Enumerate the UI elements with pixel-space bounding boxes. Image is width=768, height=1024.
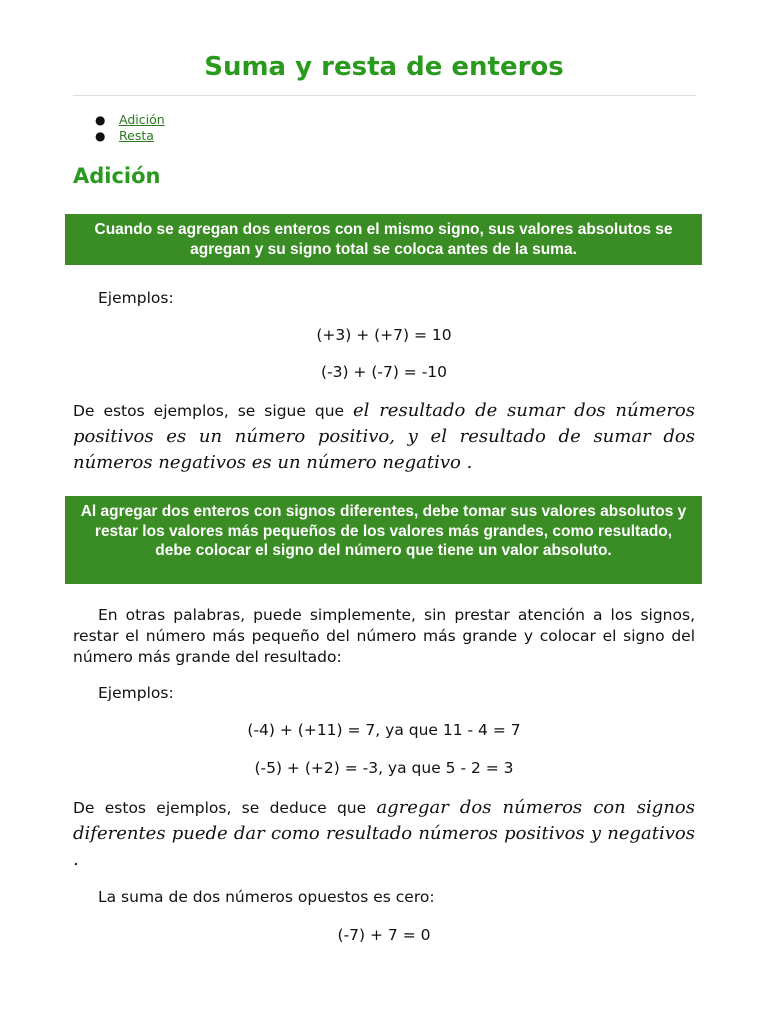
explanation-paragraph: En otras palabras, puede simplemente, sin prestar atención a los signos, restar el número más pequeño del número más grande y colocar el signo del número más grande del resultado: <box>73 606 695 666</box>
example-equation: (-3) + (-7) = -10 <box>320 363 448 381</box>
title-divider <box>73 95 696 96</box>
table-of-contents <box>95 112 165 144</box>
conclusion-lead: De estos ejemplos, se deduce que <box>73 799 377 817</box>
examples-label: Ejemplos: <box>98 684 174 702</box>
toc-item-adicion <box>95 112 165 128</box>
example-equation: (-7) + 7 = 0 <box>337 926 431 944</box>
example-equation: (-4) + (+11) = 7, ya que 11 - 4 = 7 <box>247 721 521 739</box>
bullet-icon: ● <box>95 129 106 143</box>
rule-box-different-signs: Al agregar dos enteros con signos diferentes, debe tomar sus valores absolutos y restar los valores más pequeños de los valores más grandes, como resultado, debe colocar el signo del número que tiene un valor absoluto. <box>65 496 702 584</box>
toc-link-adicion[interactable]: Adición <box>119 112 165 127</box>
section-heading-adicion: Adición <box>73 164 161 188</box>
example-equation: (-5) + (+2) = -3, ya que 5 - 2 = 3 <box>254 759 514 777</box>
conclusion-emphasis: el resultado de sumar dos números positivos es un número positivo, y el resultado de sumar dos números negativos es un número negativo . <box>73 400 696 473</box>
page-title: Suma y resta de enteros <box>204 52 564 82</box>
conclusion-emphasis: agregar dos números con signos diferentes puede dar como resultado números positivos y negativos . <box>73 797 695 870</box>
bullet-icon: ● <box>95 113 106 127</box>
conclusion-lead: De estos ejemplos, se sigue que <box>73 402 354 420</box>
opposites-label: La suma de dos números opuestos es cero: <box>98 888 435 906</box>
conclusion-paragraph <box>73 795 695 873</box>
toc-item-resta <box>95 128 165 144</box>
rule-box-same-sign: Cuando se agregan dos enteros con el mismo signo, sus valores absolutos se agregan y su signo total se coloca antes de la suma. <box>65 214 702 265</box>
toc-link-resta[interactable]: Resta <box>119 128 154 143</box>
example-equation: (+3) + (+7) = 10 <box>316 326 452 344</box>
conclusion-paragraph <box>73 398 695 476</box>
examples-label: Ejemplos: <box>98 289 174 307</box>
